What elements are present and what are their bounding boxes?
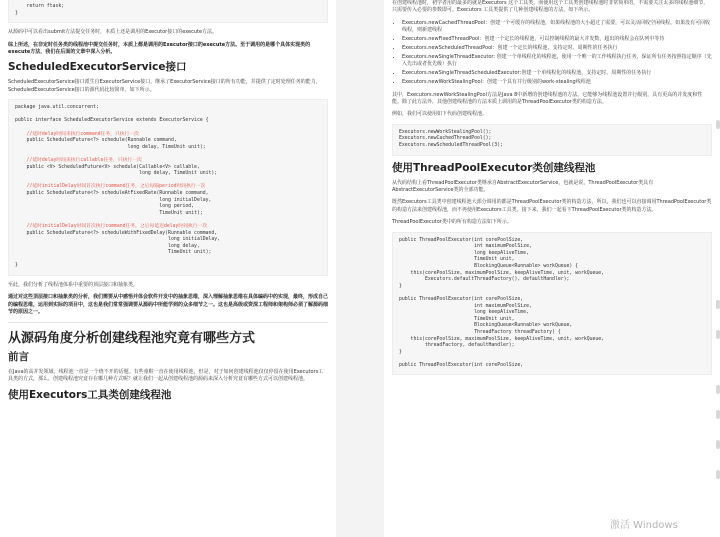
code-line: long delay, TimeUnit unit); <box>15 171 218 177</box>
paragraph-tpe-structure: 从代码结构上看ThreadPoolExecutor类继承自AbstractExecutorService，也就是说，ThreadPoolExecutor类具有AbstractExecutorService类的全部功能。 <box>392 179 654 193</box>
code-line: //延时delay时间来执行callable任务，只执行一次 <box>15 157 142 163</box>
code-line: long delay, <box>15 243 200 249</box>
code-line: BlockingQueue<Runnable> workQueue, <box>399 323 573 329</box>
code-line <box>399 356 705 363</box>
paragraph-tpe-all-ctors: ThreadPoolExecutor类中的所有构造方法如下所示。 <box>392 219 512 226</box>
code-line: package java.util.concurrent; <box>15 105 99 111</box>
code-line: public ScheduledFuture<?> schedule(Runnable command, <box>15 138 177 144</box>
code-line <box>15 151 321 158</box>
paragraph-example: 例如，我们可以使用如下代码创建线程池。 <box>392 111 488 118</box>
code-line: TimeUnit unit, <box>399 316 515 322</box>
list-item: • Executors.newFixedThreadPool：创建一个定长的线程池，可以控制线程的最大并发数，超出的线程会在队列中等待 <box>402 36 712 43</box>
code-line: //延时delay时间来执行command任务，只执行一次 <box>15 131 139 137</box>
code-line: public ScheduledFuture<?> scheduleWithFixedDelay(Runnable command, <box>15 230 218 236</box>
paragraph-scheduled-intro: ScheduledExecutorService接口派生自ExecutorService接口，继承了ExecutorService接口的所有功能，并提供了定时处理任务的能力，ScheduledExecutorService接口的源代码比较简单，如下所示。 <box>8 79 321 93</box>
code-line: public <V> ScheduledFuture<V> schedule(Callable<V> callable, <box>15 164 200 170</box>
heading-executors-tool: 使用Executors工具类创建线程池 <box>8 388 172 401</box>
code-line: TimeUnit unit, <box>399 257 515 263</box>
heading-scheduled-executor-service: ScheduledExecutorService接口 <box>8 61 187 74</box>
code-line: long keepAliveTime, <box>399 310 529 316</box>
code-line <box>15 125 321 132</box>
code-line: public ThreadPoolExecutor(int corePoolSize, <box>399 362 524 368</box>
code-line: TimeUnit unit); <box>15 210 203 216</box>
code-line: TimeUnit unit); <box>15 250 212 256</box>
divider <box>8 322 328 323</box>
paragraph-conclusion: 至此，我们分析了线程池体系中重要的顶层接口和抽象类。 <box>8 282 139 289</box>
paragraph-tpe-constructor: 既然Executors工具类中创建线程池大部分调用的都是ThreadPoolExecutor类的构造方法，所以，我们也可以直接调用ThreadPoolExecutor类的构造方法来创建线程池，而不再使用Executors工具类。接下来，我们一起看下ThreadPoolExecutor类的构造方法。 <box>392 199 712 213</box>
heading-create-threadpool-ways: 从源码角度分析创建线程池究竟有哪些方式 <box>8 330 256 346</box>
left-page <box>0 0 336 537</box>
scroll-marker <box>716 300 720 309</box>
code-line: this(corePoolSize, maximumPoolSize, keepAliveTime, unit, workQueue, <box>399 270 605 276</box>
scroll-marker <box>716 440 720 449</box>
paragraph-submit: 从源码中可以看出submit方法提交任务时，本质上还是调用的Executor接口的execute方法。 <box>8 29 218 36</box>
code-block-scheduled <box>8 99 328 276</box>
code-line: public interface ScheduledExecutorService extends ExecutorService { <box>15 118 209 124</box>
scroll-marker <box>716 410 720 419</box>
executors-method-list <box>392 20 712 87</box>
code-line: public ScheduledFuture<?> scheduleAtFixedRate(Runnable command, <box>15 190 209 196</box>
code-line: } <box>15 263 18 269</box>
heading-threadpoolexecutor: 使用ThreadPoolExecutor类创建线程池 <box>392 161 596 174</box>
paragraph-workstealing: 其中，Executors.newWorkStealingPool方法是Java 8中新增的创建线程池的方法，它能够为线程池设置并行级别，具有更高的并发度和性能。除了此方法外，其他创建线程池的方法本质上调用的是ThreadPoolExecutor类的构造方法。 <box>392 91 703 105</box>
code-line <box>15 217 321 224</box>
code-line <box>15 257 321 264</box>
code-line: long delay, TimeUnit unit); <box>15 144 206 150</box>
code-line: } <box>399 349 402 355</box>
scroll-marker <box>716 385 720 394</box>
code-line: Executors.newCachedThreadPool(); <box>399 136 492 142</box>
paragraph-executors-intro: 在创建线程池时，初学者用的最多的就是Executors 这个工具类，而使用这个工具类创建线程池时非常简单的，不需要关注太多的线程池细节，只需要传入必要的参数即可。Executors 工具类提供了几种创建线程池的方法，如下所示。 <box>392 0 709 14</box>
right-page <box>384 0 720 537</box>
code-line: Executors.newScheduledThreadPool(3); <box>399 142 503 148</box>
code-line: Executors.newWorkStealingPool(); <box>399 129 492 135</box>
paragraph-abstract-thinking: 通过对这些顶层接口和抽象类的分析，我们需要从中感悟并体会软件开发中的抽象思维，深入理解抽象思维在具体编码中的实现，最终，形成自己的编程思维，运用到实际的项目中，这也是我们常常强调要从源码中所能学到的众多细节之一。这也是高级或资深工程师和架构师必须了解源码细节的原因之一。 <box>8 294 329 316</box>
code-line: BlockingQueue<Runnable> workQueue) { <box>399 263 579 269</box>
code-line <box>399 290 705 297</box>
paragraph-preface: 在Java的高并发领域，线程池一直是一个绕不开的话题。有些童鞋一直在使用线程池，但是，对于如何创建线程池仅仅停留在使用Executors工具类的方式，那么，创建线程池究竟存在哪几种方式呢？就让我们一起从创建线程池的源码来深入分析究竟有哪些方式可以创建线程池。 <box>8 368 324 383</box>
code-line: public ThreadPoolExecutor(int corePoolSize, <box>399 237 524 243</box>
list-item: • Executors.newSingleThreadScheduledExecutor:创建一个单线程化的线程池，支持定时、周期性的任务执行 <box>402 70 712 77</box>
code-line: long initialDelay, <box>15 197 212 203</box>
scroll-marker <box>716 470 720 479</box>
code-line: threadFactory, defaultHandler); <box>399 343 515 349</box>
list-item: • Executors.newCachedThreadPool：创建一个可缓存的线程池，如果线程池的大小超过了需要，可以灵活回收空闲线程，如果没有可回收线程，则新建线程 <box>402 20 712 35</box>
code-line: long keepAliveTime, <box>399 250 529 256</box>
scroll-marker <box>716 120 720 129</box>
heading-preface: 前言 <box>8 350 29 363</box>
list-item: • Executors.newWorkStealingPool：创建一个具有并行级别的work-stealing线程池 <box>402 79 712 86</box>
code-line: //延时initialDelay时间首次执行command任务，之后每延迟delay时间执行一次 <box>15 223 208 229</box>
code-line: this(corePoolSize, maximumPoolSize, keepAliveTime, unit, workQueue, <box>399 336 605 342</box>
code-line: int maximumPoolSize, <box>399 244 532 250</box>
code-line: //延时initialDelay时间首次执行command任务，之后每隔period时间执行一次 <box>15 184 206 190</box>
code-block-return: return ftask; } <box>8 0 328 23</box>
list-item: • Executors.newSingleThreadExecutor: 创建一个单线程化的线程池，使用一个唯一的工作线程执行任务，保证所有任务按照指定顺序（先入先出或者优先级）执行 <box>402 54 712 69</box>
scroll-marker <box>716 330 720 339</box>
code-line: int maximumPoolSize, <box>399 303 532 309</box>
windows-activation-watermark: 激活 Windows <box>610 520 678 531</box>
code-line: ThreadFactory threadFactory) { <box>399 329 561 335</box>
code-block-constructors <box>392 232 712 376</box>
code-line: public ThreadPoolExecutor(int corePoolSize, <box>399 296 524 302</box>
list-item: • Executors.newScheduledThreadPool：创建一个定长的线程池，支持定时、周期性的任务执行 <box>402 45 712 52</box>
code-line: } <box>399 283 402 289</box>
code-block-example <box>392 124 712 156</box>
paragraph-summary: 综上所述，在非定时任务类的线程池中提交任务时，本质上都是调用的Executor接口的execute方法。至于调用的是哪个具体实现类的execute方法，我们在后面的文章中深入分析。 <box>8 41 311 55</box>
code-line: long period, <box>15 204 195 210</box>
code-line: long initialDelay, <box>15 237 221 243</box>
code-line: Executors.defaultThreadFactory(), defaultHandler); <box>399 277 570 283</box>
